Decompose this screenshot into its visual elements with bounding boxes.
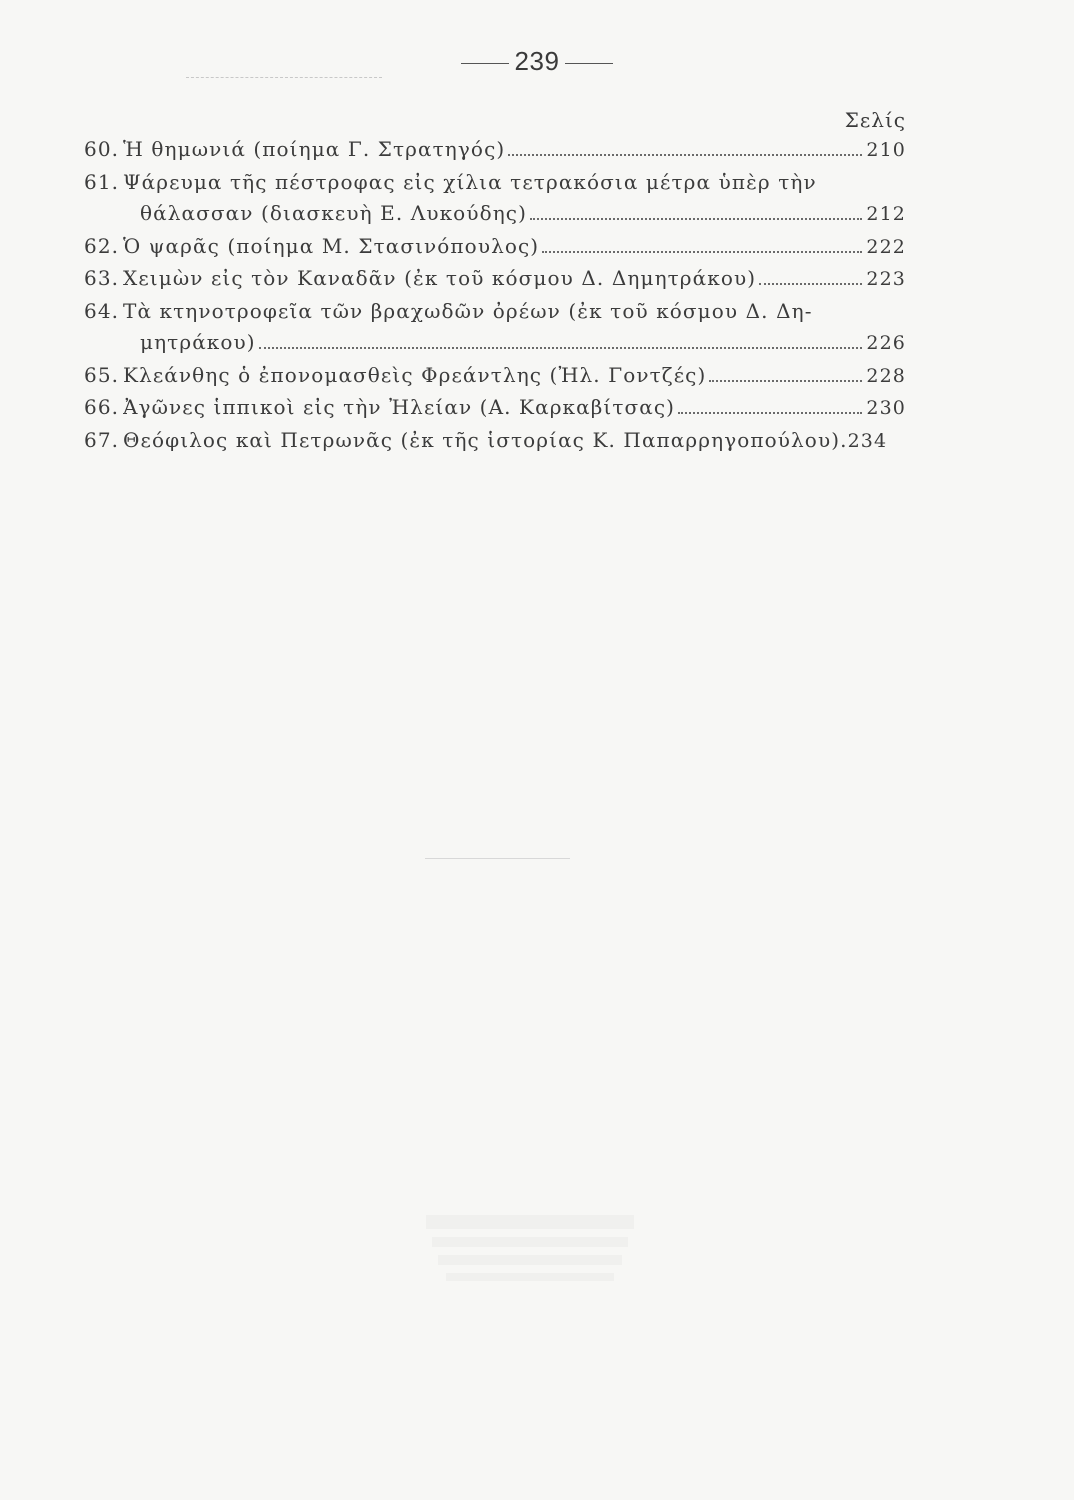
toc-entry-title: Ὁ ψαρᾶς (ποίημα Μ. Στασινόπουλος) xyxy=(123,233,540,258)
toc-entry-number: 66. xyxy=(84,395,120,419)
toc-entry-67 xyxy=(84,425,906,458)
toc-entry-number: 65. xyxy=(84,362,120,387)
toc-entry-number: 67. xyxy=(84,427,120,452)
toc-entry-page: 223 xyxy=(866,268,906,290)
toc-entry-64 xyxy=(84,296,906,328)
dot-leader xyxy=(508,154,862,156)
page-number xyxy=(0,44,1074,79)
toc-entry-title: Ἀγῶνες ἱππικοὶ εἰς τὴν Ἠλείαν (Α. Καρκαβίτσας) xyxy=(123,395,676,419)
toc-entry-title: Ψάρευμα τῆς πέστροφας εἰς χίλια τετρακόσια μέτρα ὑπὲρ τὴν xyxy=(123,169,817,194)
toc-entry-number: 62. xyxy=(84,233,120,258)
dot-leader xyxy=(530,218,862,220)
toc-entry-page: 210 xyxy=(866,139,906,161)
toc-entry-61 xyxy=(84,167,906,199)
toc-entry-page: 212 xyxy=(866,203,906,225)
toc-entry-number: 63. xyxy=(84,266,120,290)
toc-entry-number: 61. xyxy=(84,169,120,194)
toc-entry-title: Τὰ κτηνοτροφεῖα τῶν βραχωδῶν ὀρέων (ἐκ τοῦ κόσμου Δ. Δη- xyxy=(123,298,813,323)
page-number-text: 239 xyxy=(514,46,560,76)
dot-leader xyxy=(759,283,862,285)
toc-entry-62 xyxy=(84,231,906,264)
toc-entry-number: 64. xyxy=(84,298,120,323)
left-dash-ornament xyxy=(461,63,509,64)
end-of-section-rule xyxy=(425,858,570,859)
toc-entry-title: θάλασσαν (διασκευὴ Ε. Λυκούδης) xyxy=(140,201,528,225)
toc-entry-page: 234 xyxy=(847,429,888,452)
toc-entry-64-continued xyxy=(84,327,906,360)
dot-leader xyxy=(542,251,862,253)
dot-leader xyxy=(678,412,862,414)
faint-header-rule xyxy=(186,77,382,78)
toc-entry-66 xyxy=(84,392,906,425)
table-of-contents xyxy=(84,134,906,457)
dot-leader xyxy=(259,347,863,349)
dot-leader xyxy=(709,380,862,382)
toc-entry-65 xyxy=(84,360,906,393)
toc-entry-page: 228 xyxy=(866,364,906,387)
toc-entry-page: 222 xyxy=(866,235,906,258)
toc-entry-title: Κλεάνθης ὁ ἐπονομασθεὶς Φρεάντλης (Ἠλ. Γοντζές) xyxy=(123,362,707,387)
toc-entry-61-continued xyxy=(84,198,906,231)
toc-entry-page: 230 xyxy=(866,397,906,419)
toc-entry-60 xyxy=(84,134,906,167)
faint-bleed-through-marks xyxy=(426,1215,634,1295)
toc-entry-title: Θεόφιλος καὶ Πετρωνᾶς (ἐκ τῆς ἱστορίας Κ. Παπαρρηγοπούλου). xyxy=(123,427,848,452)
right-dash-ornament xyxy=(565,63,613,64)
page-column-heading: Σελίς xyxy=(844,108,906,132)
toc-entry-63 xyxy=(84,263,906,296)
toc-entry-title: Χειμὼν εἰς τὸν Καναδᾶν (ἐκ τοῦ κόσμου Δ. Δημητράκου) xyxy=(123,266,757,290)
toc-entry-page: 226 xyxy=(866,332,906,354)
toc-entry-title: μητράκου) xyxy=(140,330,256,354)
toc-entry-number: 60. xyxy=(84,137,120,161)
toc-entry-title: Ἡ θημωνιά (ποίημα Γ. Στρατηγός) xyxy=(123,137,506,161)
